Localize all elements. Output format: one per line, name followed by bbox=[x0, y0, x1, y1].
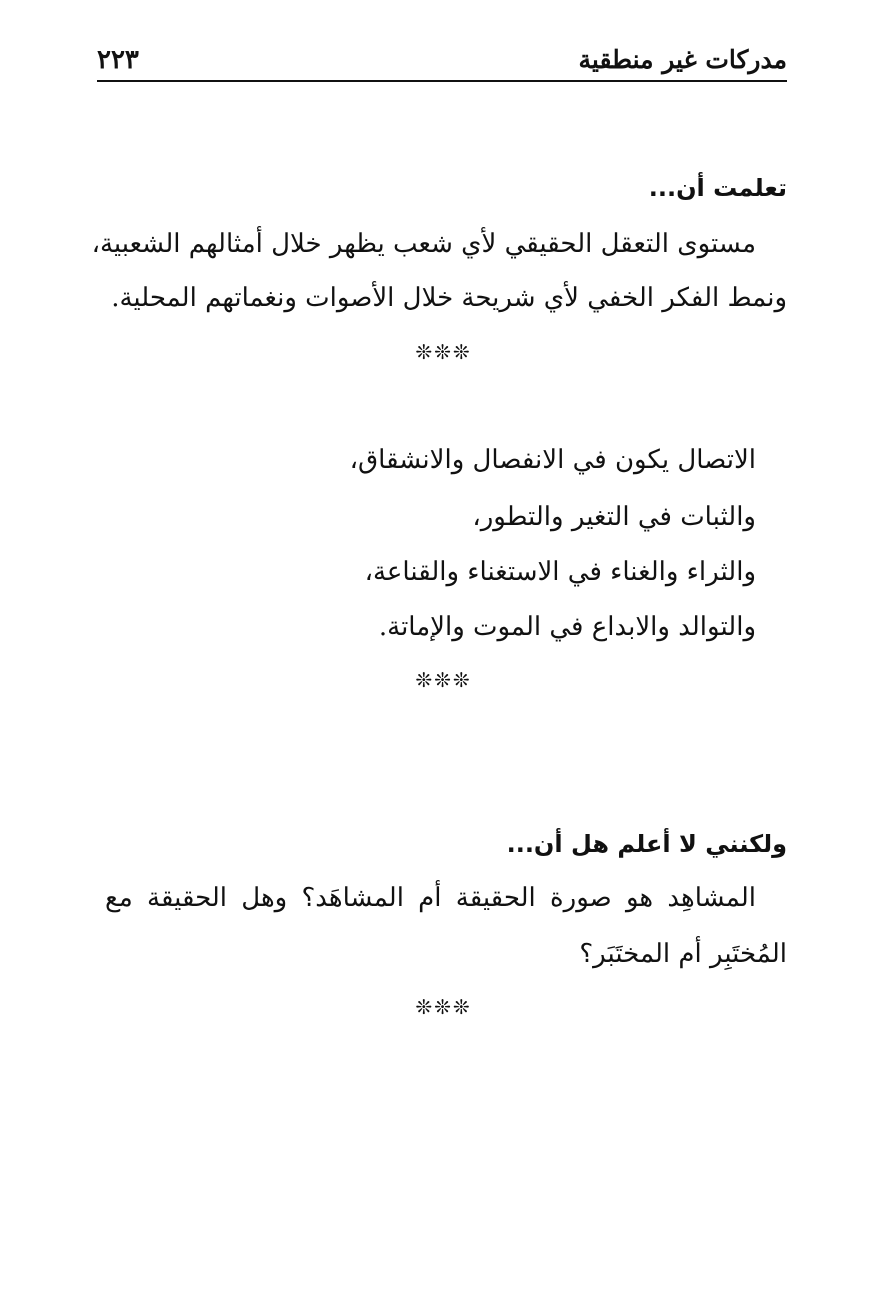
section-divider: ❊❊❊ bbox=[415, 340, 472, 364]
section-heading: تعلمت أن... bbox=[648, 174, 787, 202]
verse-line: والثراء والغناء في الاستغناء والقناعة، bbox=[364, 557, 756, 587]
verse-line: الاتصال يكون في الانفصال والانشقاق، bbox=[349, 445, 756, 475]
paragraph-line: المُختَبِر أم المختَبَر؟ bbox=[579, 939, 787, 969]
page-header bbox=[97, 42, 787, 82]
verse-line: والتوالد والابداع في الموت والإماتة. bbox=[378, 612, 756, 642]
section-divider: ❊❊❊ bbox=[415, 668, 472, 692]
section-divider: ❊❊❊ bbox=[415, 995, 472, 1019]
paragraph-line: ونمط الفكر الخفي لأي شريحة خلال الأصوات ونغماتهم المحلية. bbox=[111, 283, 787, 313]
running-title: مدركات غير منطقية bbox=[578, 45, 787, 74]
paragraph-line: المشاهِد هو صورة الحقيقة أم المشاهَد؟ وهل الحقيقة مع bbox=[105, 883, 756, 913]
page-number: ٢٢٣ bbox=[97, 45, 139, 75]
paragraph-line: مستوى التعقل الحقيقي لأي شعب يظهر خلال أمثالهم الشعبية، bbox=[91, 229, 756, 259]
verse-line: والثبات في التغير والتطور، bbox=[472, 502, 756, 532]
section-heading: ولكنني لا أعلم هل أن... bbox=[506, 830, 787, 858]
